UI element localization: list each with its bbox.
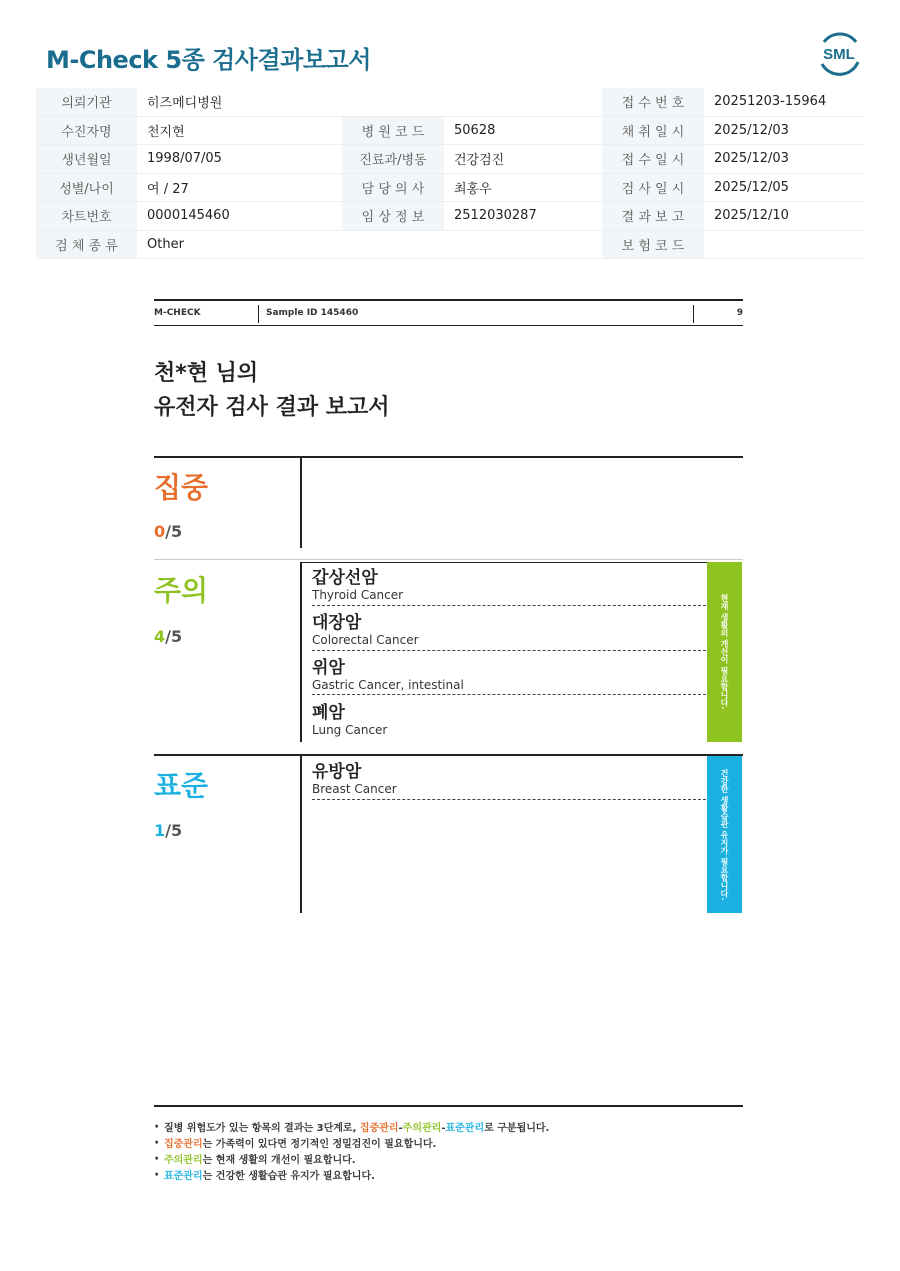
info-value: 건강검진 <box>444 145 602 174</box>
info-value: 최홍우 <box>444 173 602 202</box>
info-value: 천지현 <box>137 116 342 145</box>
note-text: 질병 위험도가 있는 항목의 결과는 3단계로, <box>164 1123 360 1134</box>
disease-name-ko: 유방암 <box>312 762 362 782</box>
section-rule <box>154 456 743 458</box>
disease-name-ko: 폐암 <box>312 703 345 723</box>
info-label: 성별/나이 <box>36 173 137 202</box>
item-divider <box>312 650 706 651</box>
document-title: M-Check 5종 검사결과보고서 <box>46 46 371 74</box>
section-divider <box>300 458 302 548</box>
info-value: 2025/12/03 <box>704 145 864 174</box>
info-label: 생년월일 <box>36 145 137 174</box>
note-standard-term: 표준관리 <box>445 1123 485 1134</box>
info-row <box>36 88 864 116</box>
info-row <box>36 173 864 202</box>
item-divider <box>312 799 706 800</box>
info-row <box>36 145 864 174</box>
category-focus-name: 집중 <box>154 471 209 504</box>
info-value: 50628 <box>444 116 602 145</box>
standard-count-total: /5 <box>165 821 183 840</box>
info-value: 2025/12/10 <box>704 202 864 231</box>
note-focus-term: 집중관리 <box>359 1123 399 1134</box>
info-value: 20251203-15964 <box>704 88 864 116</box>
report-title-line2: 유전자 검사 결과 보고서 <box>154 395 390 420</box>
disease-name-ko: 대장암 <box>312 613 362 633</box>
category-caution-count <box>154 627 182 646</box>
note-standard-term: 표준관리 <box>164 1171 203 1182</box>
header-divider <box>693 305 694 323</box>
report-header-rule <box>154 325 743 326</box>
footnotes <box>154 1121 754 1185</box>
info-label: 임 상 정 보 <box>342 202 444 231</box>
category-standard-name: 표준 <box>154 769 209 802</box>
info-label: 채 취 일 시 <box>602 116 704 145</box>
info-label: 의뢰기관 <box>36 88 137 116</box>
caution-side-note-text: 현재 생활의 개선이 필요합니다. <box>720 594 729 710</box>
info-row <box>36 202 864 231</box>
disease-name-en: Lung Cancer <box>312 723 388 737</box>
info-value: 히즈메디병원 <box>137 88 342 116</box>
footnote <box>154 1153 754 1169</box>
note-text: 는 건강한 생활습관 유지가 필요합니다. <box>202 1171 375 1182</box>
result-item <box>312 568 706 602</box>
note-caution-term: 주의관리 <box>164 1155 203 1166</box>
info-value: 1998/07/05 <box>137 145 342 174</box>
info-label: 보 험 코 드 <box>602 230 704 259</box>
disease-name-ko: 위암 <box>312 658 345 678</box>
item-divider <box>312 694 706 695</box>
info-label: 접 수 번 호 <box>602 88 704 116</box>
info-label: 차트번호 <box>36 202 137 231</box>
disease-name-en: Colorectal Cancer <box>312 633 419 647</box>
report-title-line1: 천*현 님의 <box>154 361 259 386</box>
info-value: 2512030287 <box>444 202 602 231</box>
result-item <box>312 658 706 692</box>
info-value: 여 / 27 <box>137 173 342 202</box>
note-text: - <box>398 1123 403 1134</box>
disease-name-en: Breast Cancer <box>312 782 397 796</box>
info-empty <box>342 88 602 116</box>
section-rule <box>154 754 743 756</box>
report-title <box>154 357 390 425</box>
info-label: 수진자명 <box>36 116 137 145</box>
info-label: 접 수 일 시 <box>602 145 704 174</box>
category-focus-count <box>154 522 182 541</box>
report-running-header <box>154 302 743 326</box>
info-label: 검 체 종 류 <box>36 230 137 259</box>
result-item <box>312 703 706 737</box>
standard-side-note-text: 건강한 생활습관 유지가 필요합니다. <box>720 768 729 901</box>
footnote <box>154 1121 754 1137</box>
note-text: 는 가족력이 있다면 정기적인 정밀검진이 필요합니다. <box>202 1139 437 1150</box>
note-focus-term: 집중관리 <box>164 1139 203 1150</box>
info-row <box>36 116 864 145</box>
standard-count-value: 1 <box>154 821 166 840</box>
focus-count-total: /5 <box>165 522 183 541</box>
header-divider <box>258 305 259 323</box>
section-rule <box>300 562 707 563</box>
category-caution-name: 주의 <box>154 574 209 607</box>
info-value <box>704 230 864 259</box>
caution-side-note <box>707 562 742 742</box>
footnote-rule <box>154 1105 743 1107</box>
info-label: 결 과 보 고 <box>602 202 704 231</box>
section-rule <box>154 559 743 560</box>
result-item <box>312 613 706 647</box>
note-text: 는 현재 생활의 개선이 필요합니다. <box>202 1155 356 1166</box>
info-label: 진료과/병동 <box>342 145 444 174</box>
info-empty <box>342 230 602 259</box>
info-value: Other <box>137 230 342 259</box>
disease-name-en: Thyroid Cancer <box>312 588 404 602</box>
focus-count-value: 0 <box>154 522 166 541</box>
patient-info-table <box>36 88 864 259</box>
info-label: 검 사 일 시 <box>602 173 704 202</box>
section-divider <box>300 562 302 742</box>
result-item <box>312 762 706 796</box>
info-value: 0000145460 <box>137 202 342 231</box>
info-row <box>36 230 864 259</box>
item-divider <box>312 605 706 606</box>
note-caution-term: 주의관리 <box>402 1123 442 1134</box>
disease-name-ko: 갑상선암 <box>312 568 378 588</box>
category-standard-count <box>154 821 182 840</box>
standard-side-note <box>707 756 742 913</box>
disease-name-en: Gastric Cancer, intestinal <box>312 678 464 692</box>
page-number: 9 <box>736 308 743 318</box>
info-value: 2025/12/03 <box>704 116 864 145</box>
section-divider <box>300 756 302 913</box>
info-label: 병 원 코 드 <box>342 116 444 145</box>
caution-count-value: 4 <box>154 627 166 646</box>
sml-logo <box>816 30 862 76</box>
report-brand: M-CHECK <box>154 308 201 318</box>
footnote <box>154 1137 754 1153</box>
info-label: 담 당 의 사 <box>342 173 444 202</box>
logo-text: SML <box>823 46 855 63</box>
info-value: 2025/12/05 <box>704 173 864 202</box>
report-top-rule <box>154 299 743 301</box>
sample-id: Sample ID 145460 <box>266 308 359 318</box>
note-text: - <box>441 1123 446 1134</box>
footnote <box>154 1169 754 1185</box>
caution-count-total: /5 <box>165 627 183 646</box>
note-text: 로 구분됩니다. <box>484 1123 550 1134</box>
